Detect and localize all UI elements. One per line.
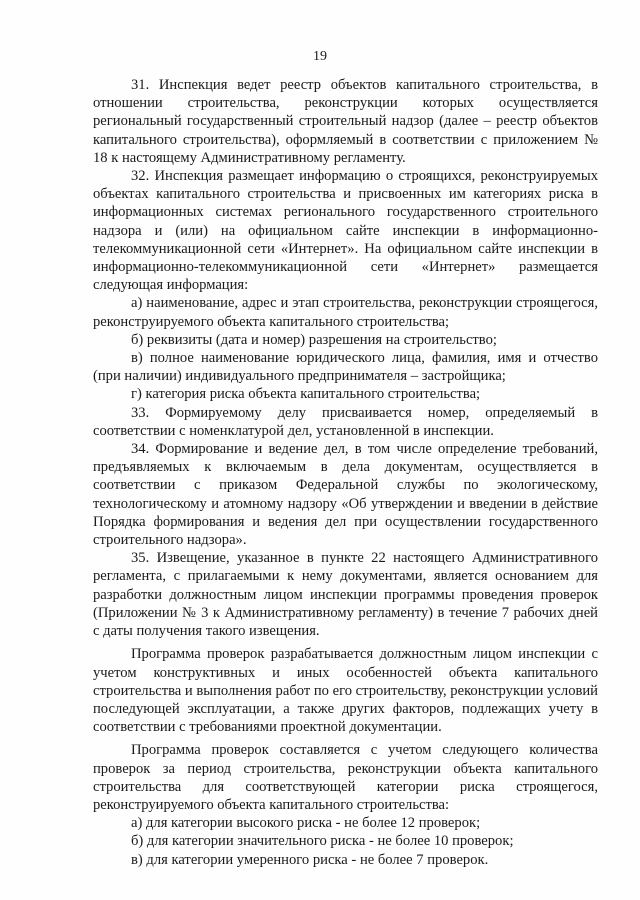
paragraph-32: 32. Инспекция размещает информацию о строящихся, реконструируемых объектах капитального строительства и присвоенных им категориях риска в информационных системах регионального государственного строительного надзора и (или) на официальном сайте инспекции в информационно-телекоммуникационной сети «Интернет». На официальном сайте инспекции в информационно-телекоммуникационной сети «Интернет» размещается следующая информация:	[93, 168, 598, 294]
paragraph-35: 35. Извещение, указанное в пункте 22 настоящего Административного регламента, с прилагаемыми к нему документами, является основанием для разработки должностным лицом инспекции программы проведения проверок (Приложении № 3 к Административному регламенту) в течение 7 рабочих дней с даты получения такого извещения.	[93, 550, 598, 640]
document-body	[93, 76, 598, 869]
list-item-a: а) наименование, адрес и этап строительства, реконструкции строящегося, реконструируемого объекта капитального строительства;	[93, 295, 598, 330]
page-number: 19	[313, 49, 327, 64]
risk-item-high: а) для категории высокого риска - не более 12 проверок;	[131, 815, 481, 832]
risk-item-significant: б) для категории значительного риска - не более 10 проверок;	[131, 833, 514, 850]
list-item-v: в) полное наименование юридического лица, фамилия, имя и отчество (при наличии) индивидуального предпринимателя – застройщика;	[93, 350, 598, 385]
list-item-b: б) реквизиты (дата и номер) разрешения на строительство;	[131, 331, 497, 348]
paragraph-33: 33. Формируемому делу присваивается номер, определяемый в соответствии с номенклатурой дел, установленной в инспекции.	[93, 404, 598, 439]
paragraph-31: 31. Инспекция ведет реестр объектов капитального строительства, в отношении строительства, реконструкции которых осуществляется региональный государственный строительный надзор (далее – реестр объектов капитального строительства), оформляемый в соответствии с приложением № 18 к настоящему Административному регламенту.	[93, 77, 598, 166]
risk-item-moderate: в) для категории умеренного риска - не более 7 проверок.	[131, 851, 489, 868]
list-item-g: г) категория риска объекта капитального строительства;	[131, 386, 481, 403]
paragraph-program-composition: Программа проверок составляется с учетом следующего количества проверок за период строительства, реконструкции объекта капитального строительства для соответствующей категории риска строящегося, реконструируемого объекта капитального строительства:	[93, 742, 598, 813]
paragraph-34: 34. Формирование и ведение дел, в том числе определение требований, предъявляемых к включаемым в дела документам, осуществляется в соответствии с приказом Федеральной службы по экологическому, технологическому и атомному надзору «Об утверждении и введении в действие Порядка формирования и ведения дел при осуществлении государственного строительного надзора».	[93, 441, 598, 549]
paragraph-program-development: Программа проверок разрабатывается должностным лицом инспекции с учетом конструктивных и иных особенностей объекта капитального строительства и выполнения работ по его строительству, реконструкции условий последующей эксплуатации, а также других факторов, подлежащих учету в соответствии с требованиями проектной документации.	[93, 646, 598, 736]
